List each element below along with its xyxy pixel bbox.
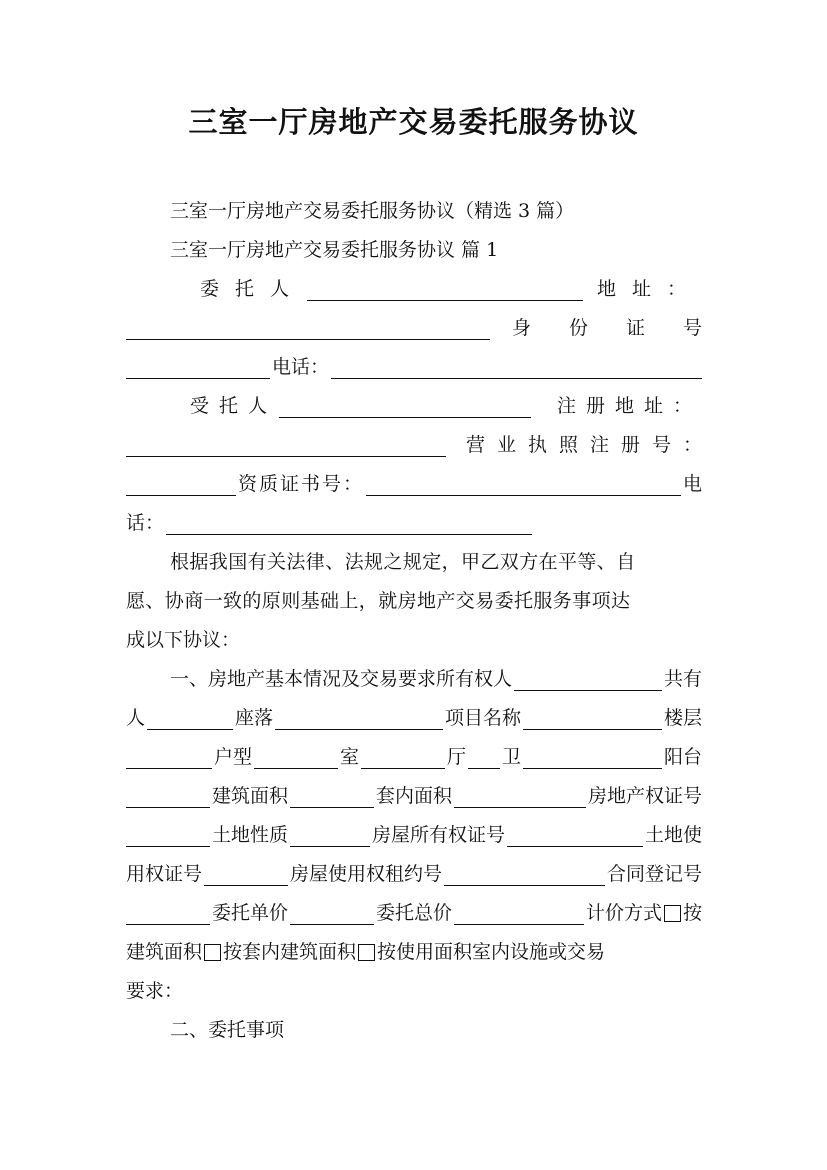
agent-phone-blank[interactable] <box>166 512 532 535</box>
building-area-label: 建筑面积 <box>212 785 289 807</box>
client-phone-row <box>126 348 702 387</box>
phone-label-part2: 话： <box>126 512 165 534</box>
agent-row <box>126 387 702 426</box>
person-label: 人 <box>126 707 146 729</box>
requirements-label: 要求： <box>126 980 184 1002</box>
agent-label: 受托人 <box>190 395 278 417</box>
by-label: 按 <box>682 902 702 924</box>
subtitle: 三室一厅房地产交易委托服务协议（精选 3 篇） <box>170 200 575 222</box>
section1-heading: 一、房地产基本情况及交易要求所有权人 <box>170 668 513 690</box>
pricing-use-area-checkbox[interactable] <box>358 944 375 961</box>
land-use-label-part1: 土地使 <box>644 824 702 846</box>
id-row <box>126 309 740 348</box>
unit-price-blank[interactable] <box>290 902 374 925</box>
article-heading: 三室一厅房地产交易委托服务协议 篇 1 <box>170 239 499 261</box>
property-cert-label: 房地产权证号 <box>587 785 702 807</box>
inner-area-label: 套内面积 <box>376 785 453 807</box>
client-phone-blank[interactable] <box>331 356 702 379</box>
land-nature-blank[interactable] <box>290 824 370 847</box>
land-use-blank[interactable] <box>204 863 288 886</box>
qualification-label: 资质证书号： <box>238 473 365 495</box>
section1-line-7 <box>126 894 702 933</box>
total-price-blank[interactable] <box>454 902 584 925</box>
section1-line-3 <box>126 738 702 777</box>
opt-inner-area-label: 按套内建筑面积 <box>223 941 357 963</box>
house-cert-blank[interactable] <box>507 824 643 847</box>
pricing-method-label: 计价方式 <box>585 902 662 924</box>
bath-label: 卫 <box>502 746 522 768</box>
reg-address-blank[interactable] <box>126 434 446 457</box>
qualification-row <box>126 465 702 504</box>
client-row <box>126 270 702 309</box>
reg-address-label: 注册地址： <box>556 395 702 417</box>
phone-label: 电话： <box>272 356 330 378</box>
lease-no-blank[interactable] <box>444 863 605 886</box>
license-label: 营业执照注册号： <box>465 434 714 456</box>
owner-blank[interactable] <box>514 668 662 691</box>
client-label: 委托人 <box>200 278 306 300</box>
balcony-blank[interactable] <box>126 785 210 808</box>
contract-reg-label: 合同登记号 <box>606 863 702 885</box>
co-owner-blank[interactable] <box>147 707 233 730</box>
section1-line-5 <box>126 816 702 855</box>
lease-no-label: 房屋使用权租约号 <box>290 863 443 885</box>
section1-line-1 <box>126 660 702 699</box>
section1-line-6 <box>126 855 702 894</box>
project-name-blank[interactable] <box>523 707 662 730</box>
layout-blank[interactable] <box>254 746 338 769</box>
land-use-label-part2: 用权证号 <box>126 863 203 885</box>
hall-blank[interactable] <box>468 746 500 769</box>
preamble-line-1: 根据我国有关法律、法规之规定，甲乙双方在平等、自 <box>170 551 636 573</box>
qualification-number-blank[interactable] <box>366 473 681 496</box>
opt-building-area-label: 建筑面积 <box>126 941 203 963</box>
id-number-blank[interactable] <box>126 356 270 379</box>
section1-line-8 <box>126 933 702 972</box>
co-owner-label: 共有 <box>663 668 702 690</box>
id-label: 身份证号 <box>511 317 740 339</box>
location-blank[interactable] <box>275 707 443 730</box>
agent-name-blank[interactable] <box>279 395 531 418</box>
license-row <box>126 426 714 465</box>
bath-blank[interactable] <box>523 746 662 769</box>
page-title: 三室一厅房地产交易委托服务协议 <box>188 105 639 139</box>
room-label: 室 <box>340 746 360 768</box>
total-price-label: 委托总价 <box>376 902 453 924</box>
land-nature-label: 土地性质 <box>212 824 289 846</box>
license-number-blank[interactable] <box>126 473 236 496</box>
phone-label-part1: 电 <box>682 473 702 495</box>
agent-phone-row <box>126 504 702 543</box>
location-label: 座落 <box>235 707 274 729</box>
unit-price-label: 委托单价 <box>212 902 289 924</box>
client-name-blank[interactable] <box>307 278 583 301</box>
contract-reg-blank[interactable] <box>126 902 210 925</box>
layout-label: 户型 <box>214 746 253 768</box>
room-blank[interactable] <box>361 746 445 769</box>
balcony-label: 阳台 <box>663 746 702 768</box>
section1-line-2 <box>126 699 702 738</box>
house-cert-label: 房屋所有权证号 <box>372 824 506 846</box>
section1-line-4 <box>126 777 702 816</box>
building-area-blank[interactable] <box>290 785 374 808</box>
project-name-label: 项目名称 <box>445 707 522 729</box>
inner-area-blank[interactable] <box>454 785 586 808</box>
section2-heading: 二、委托事项 <box>170 1019 285 1041</box>
address-label: 地址： <box>596 278 702 300</box>
address-blank[interactable] <box>126 317 490 340</box>
opt-use-area-label: 按使用面积室内设施或交易 <box>377 941 606 963</box>
pricing-building-area-checkbox[interactable] <box>664 905 681 922</box>
hall-label: 厅 <box>447 746 467 768</box>
floor-blank[interactable] <box>126 746 212 769</box>
preamble-line-2: 愿、协商一致的原则基础上，就房地产交易委托服务事项达 <box>126 590 631 612</box>
floor-label: 楼层 <box>663 707 702 729</box>
property-cert-blank[interactable] <box>126 824 210 847</box>
pricing-inner-area-checkbox[interactable] <box>204 944 221 961</box>
preamble-line-3: 成以下协议： <box>126 629 241 651</box>
